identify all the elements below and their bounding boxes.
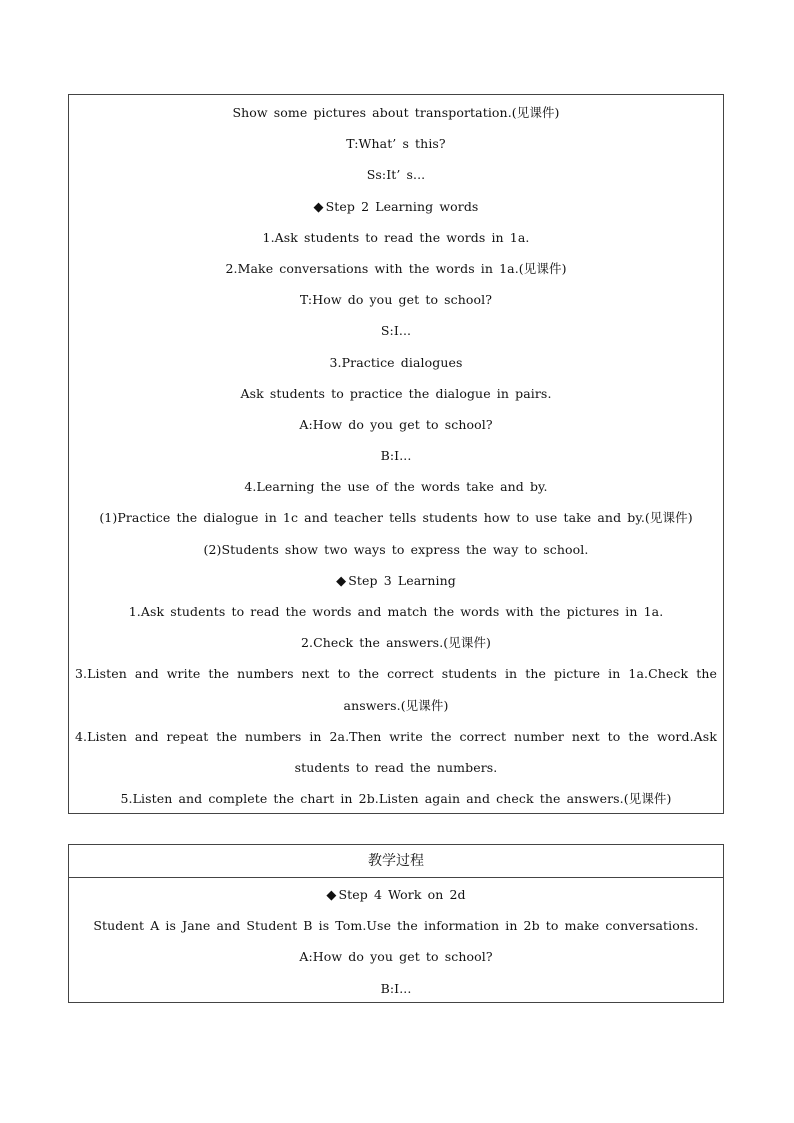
step-heading-text: Step 3 Learning <box>348 572 456 588</box>
step-heading <box>69 565 723 596</box>
text-line: Ask students to practice the dialogue in pairs. <box>240 385 552 401</box>
text-line: Show some pictures about transportation.(见课件) <box>232 105 560 120</box>
text-line: (2)Students show two ways to express the way to school. <box>203 541 589 557</box>
text-line: 3.Practice dialogues <box>329 354 463 370</box>
text-line: 4.Learning the use of the words take and by. <box>244 479 548 495</box>
step-heading-text: Step 4 Work on 2d <box>338 887 466 902</box>
text-line: T:How do you get to school? <box>299 292 493 308</box>
diamond-marker-icon: ◆ <box>313 199 324 215</box>
text-line: S:I... <box>380 323 412 339</box>
section-body <box>69 878 723 1004</box>
step-heading <box>69 879 723 910</box>
text-line: Ss:It’ s... <box>366 167 426 183</box>
text-line: 1.Ask students to read the words and match the words with the pictures in 1a. <box>128 604 664 619</box>
text-line: 1.Ask students to read the words in 1a. <box>262 229 530 245</box>
text-line: 2.Check the answers.(见课件) <box>300 635 492 651</box>
text-paragraph: 3.Listen and write the numbers next to the correct students in the picture in 1a.Check the answers.(见课件) <box>75 666 717 713</box>
text-line: (1)Practice the dialogue in 1c and teacher tells students how to use take and by.(见课件) <box>99 510 693 526</box>
diamond-marker-icon: ◆ <box>336 573 347 589</box>
text-line: 5.Listen and complete the chart in 2b.Listen again and check the answers.(见课件) <box>120 791 672 807</box>
text-line: 2.Make conversations with the words in 1a.(见课件) <box>225 260 567 276</box>
text-line: B:I... <box>380 980 412 996</box>
text-line: A:How do you get to school? <box>299 949 493 965</box>
teaching-process-box <box>68 844 724 1003</box>
text-line: T:What’ s this? <box>346 136 446 152</box>
lesson-steps-box <box>68 94 724 814</box>
text-line: B:I... <box>380 448 412 464</box>
section-header: 教学过程 <box>69 845 723 878</box>
text-line: Student A is Jane and Student B is Tom.Use the information in 2b to make conversations. <box>93 918 699 934</box>
diamond-marker-icon: ◆ <box>326 888 337 903</box>
step-heading <box>69 191 723 222</box>
text-paragraph: 4.Listen and repeat the numbers in 2a.Then write the correct number next to the word.Ask students to read the numbers. <box>75 728 717 775</box>
step-heading-text: Step 2 Learning words <box>325 198 479 214</box>
text-line: A:How do you get to school? <box>299 416 493 432</box>
